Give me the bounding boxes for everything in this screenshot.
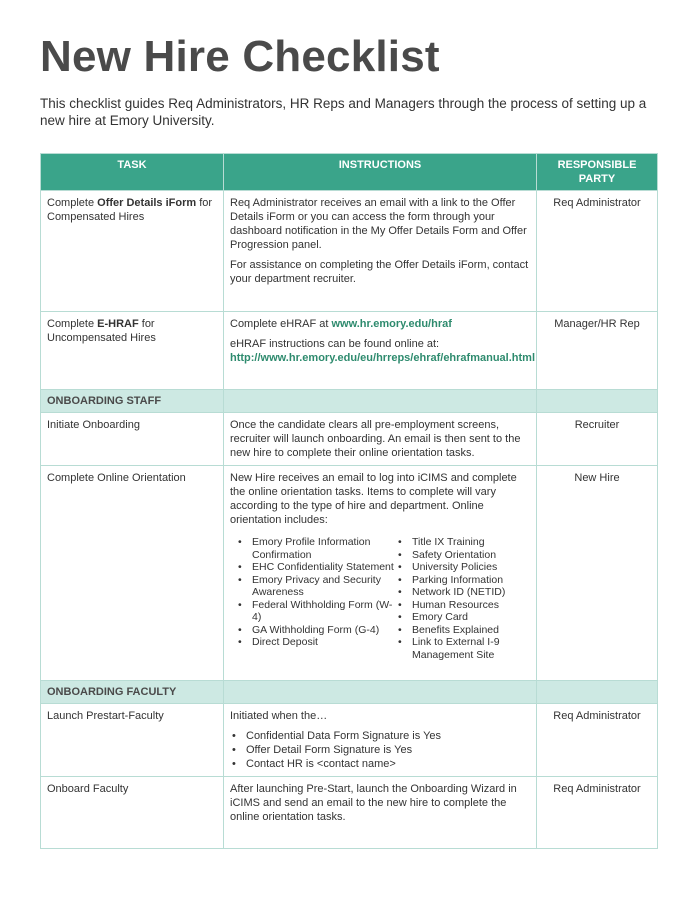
- responsible-party-cell: Manager/HR Rep: [537, 312, 658, 390]
- intro-text: This checklist guides Req Administrators, HR Reps and Managers through the process of setting up a new hire at Emory University.: [40, 96, 647, 128]
- table-header-row: [41, 154, 658, 191]
- responsible-party-cell: Req Administrator: [537, 704, 658, 777]
- header-task: TASK: [41, 154, 224, 191]
- list-item: • Safety Orientation: [398, 549, 528, 562]
- instruction-paragraph: Req Administrator receives an email with a link to the Offer Details iForm or you can access the form through your dashboard notification in the My Offer Details Form and Offer Progression panel.: [230, 197, 527, 251]
- list-item: • EHC Confidentiality Statement: [238, 561, 396, 574]
- task-form-name: E-HRAF: [97, 318, 139, 330]
- orientation-list-left: [230, 536, 396, 661]
- list-item: • Direct Deposit: [238, 636, 396, 649]
- instructions-cell: Once the candidate clears all pre-employment screens, recruiter will launch onboarding. An email is then sent to the new hire to complete their online orientation tasks.: [224, 413, 537, 466]
- list-item: • Federal Withholding Form (W-4): [238, 599, 396, 624]
- list-item: • Emory Privacy and Security Awareness: [238, 574, 396, 599]
- instruction-paragraph: [230, 317, 530, 331]
- instruction-text: Complete eHRAF at: [230, 318, 332, 330]
- list-item: • Benefits Explained: [398, 624, 528, 637]
- task-cell: Initiate Onboarding: [41, 413, 224, 466]
- section-row-onboarding-staff: [41, 390, 658, 413]
- header-instructions: INSTRUCTIONS: [224, 154, 537, 191]
- list-item: • Emory Card: [398, 611, 528, 624]
- page-title: New Hire Checklist: [40, 32, 440, 81]
- list-item: • Confidential Data Form Signature is Yes: [230, 729, 530, 743]
- task-text: Complete: [47, 318, 98, 330]
- prestart-conditions-list: [230, 729, 530, 771]
- task-text: Complete: [47, 197, 98, 209]
- checklist-table: [40, 153, 658, 849]
- header-responsible-party: RESPONSIBLE PARTY: [537, 154, 658, 191]
- task-text: for Compensated Hires: [47, 197, 213, 223]
- table-row: [41, 704, 658, 777]
- list-item: • Offer Detail Form Signature is Yes: [230, 743, 530, 757]
- instructions-cell: [224, 312, 537, 390]
- task-cell: [41, 191, 224, 312]
- instruction-paragraph: Initiated when the…: [230, 710, 328, 722]
- table-row: [41, 191, 658, 312]
- responsible-party-cell: Req Administrator: [537, 191, 658, 312]
- instruction-paragraph: New Hire receives an email to log into iCIMS and complete the online orientation tasks. Items to complete will vary according to the type of hire and department. Online orientation includes:: [230, 472, 517, 526]
- task-form-name: Offer Details iForm: [97, 197, 197, 209]
- list-item: • Emory Profile Information Confirmation: [238, 536, 396, 561]
- ehraf-manual-link[interactable]: http://www.hr.emory.edu/eu/hrreps/ehraf/ehrafmanual.html: [230, 352, 535, 364]
- list-item: • Human Resources: [398, 599, 528, 612]
- task-cell: Onboard Faculty: [41, 777, 224, 849]
- instruction-paragraph: [230, 351, 535, 365]
- task-cell: [41, 312, 224, 390]
- section-row-onboarding-faculty: [41, 681, 658, 704]
- responsible-party-cell: New Hire: [537, 466, 658, 681]
- instructions-cell: [224, 191, 537, 312]
- task-text: for Uncompensated Hires: [47, 318, 156, 344]
- instructions-cell: After launching Pre-Start, launch the Onboarding Wizard in iCIMS and send an email to the new hire to complete the online orientation tasks.: [224, 777, 537, 849]
- instruction-paragraph: For assistance on completing the Offer Details iForm, contact your department recruiter.: [230, 259, 529, 285]
- responsible-party-cell: Req Administrator: [537, 777, 658, 849]
- instructions-cell: [224, 704, 537, 777]
- hraf-link[interactable]: www.hr.emory.edu/hraf: [331, 318, 452, 330]
- task-cell: Complete Online Orientation: [41, 466, 224, 681]
- list-item: • Title IX Training: [398, 536, 528, 549]
- instruction-paragraph: eHRAF instructions can be found online at:: [230, 338, 440, 350]
- list-item: • Parking Information: [398, 574, 528, 587]
- section-title: ONBOARDING STAFF: [41, 390, 224, 413]
- orientation-items: [230, 536, 530, 661]
- responsible-party-cell: Recruiter: [537, 413, 658, 466]
- list-item: • Network ID (NETID): [398, 586, 528, 599]
- table-row: [41, 312, 658, 390]
- table-row: [41, 777, 658, 849]
- section-title: ONBOARDING FACULTY: [41, 681, 224, 704]
- list-item: • Link to External I-9 Management Site: [398, 636, 528, 661]
- table-row: [41, 413, 658, 466]
- list-item: • University Policies: [398, 561, 528, 574]
- instructions-cell: [224, 466, 537, 681]
- task-cell: Launch Prestart-Faculty: [41, 704, 224, 777]
- table-row: [41, 466, 658, 681]
- orientation-list-right: [396, 536, 528, 661]
- list-item: • Contact HR is <contact name>: [230, 757, 530, 771]
- list-item: • GA Withholding Form (G-4): [238, 624, 396, 637]
